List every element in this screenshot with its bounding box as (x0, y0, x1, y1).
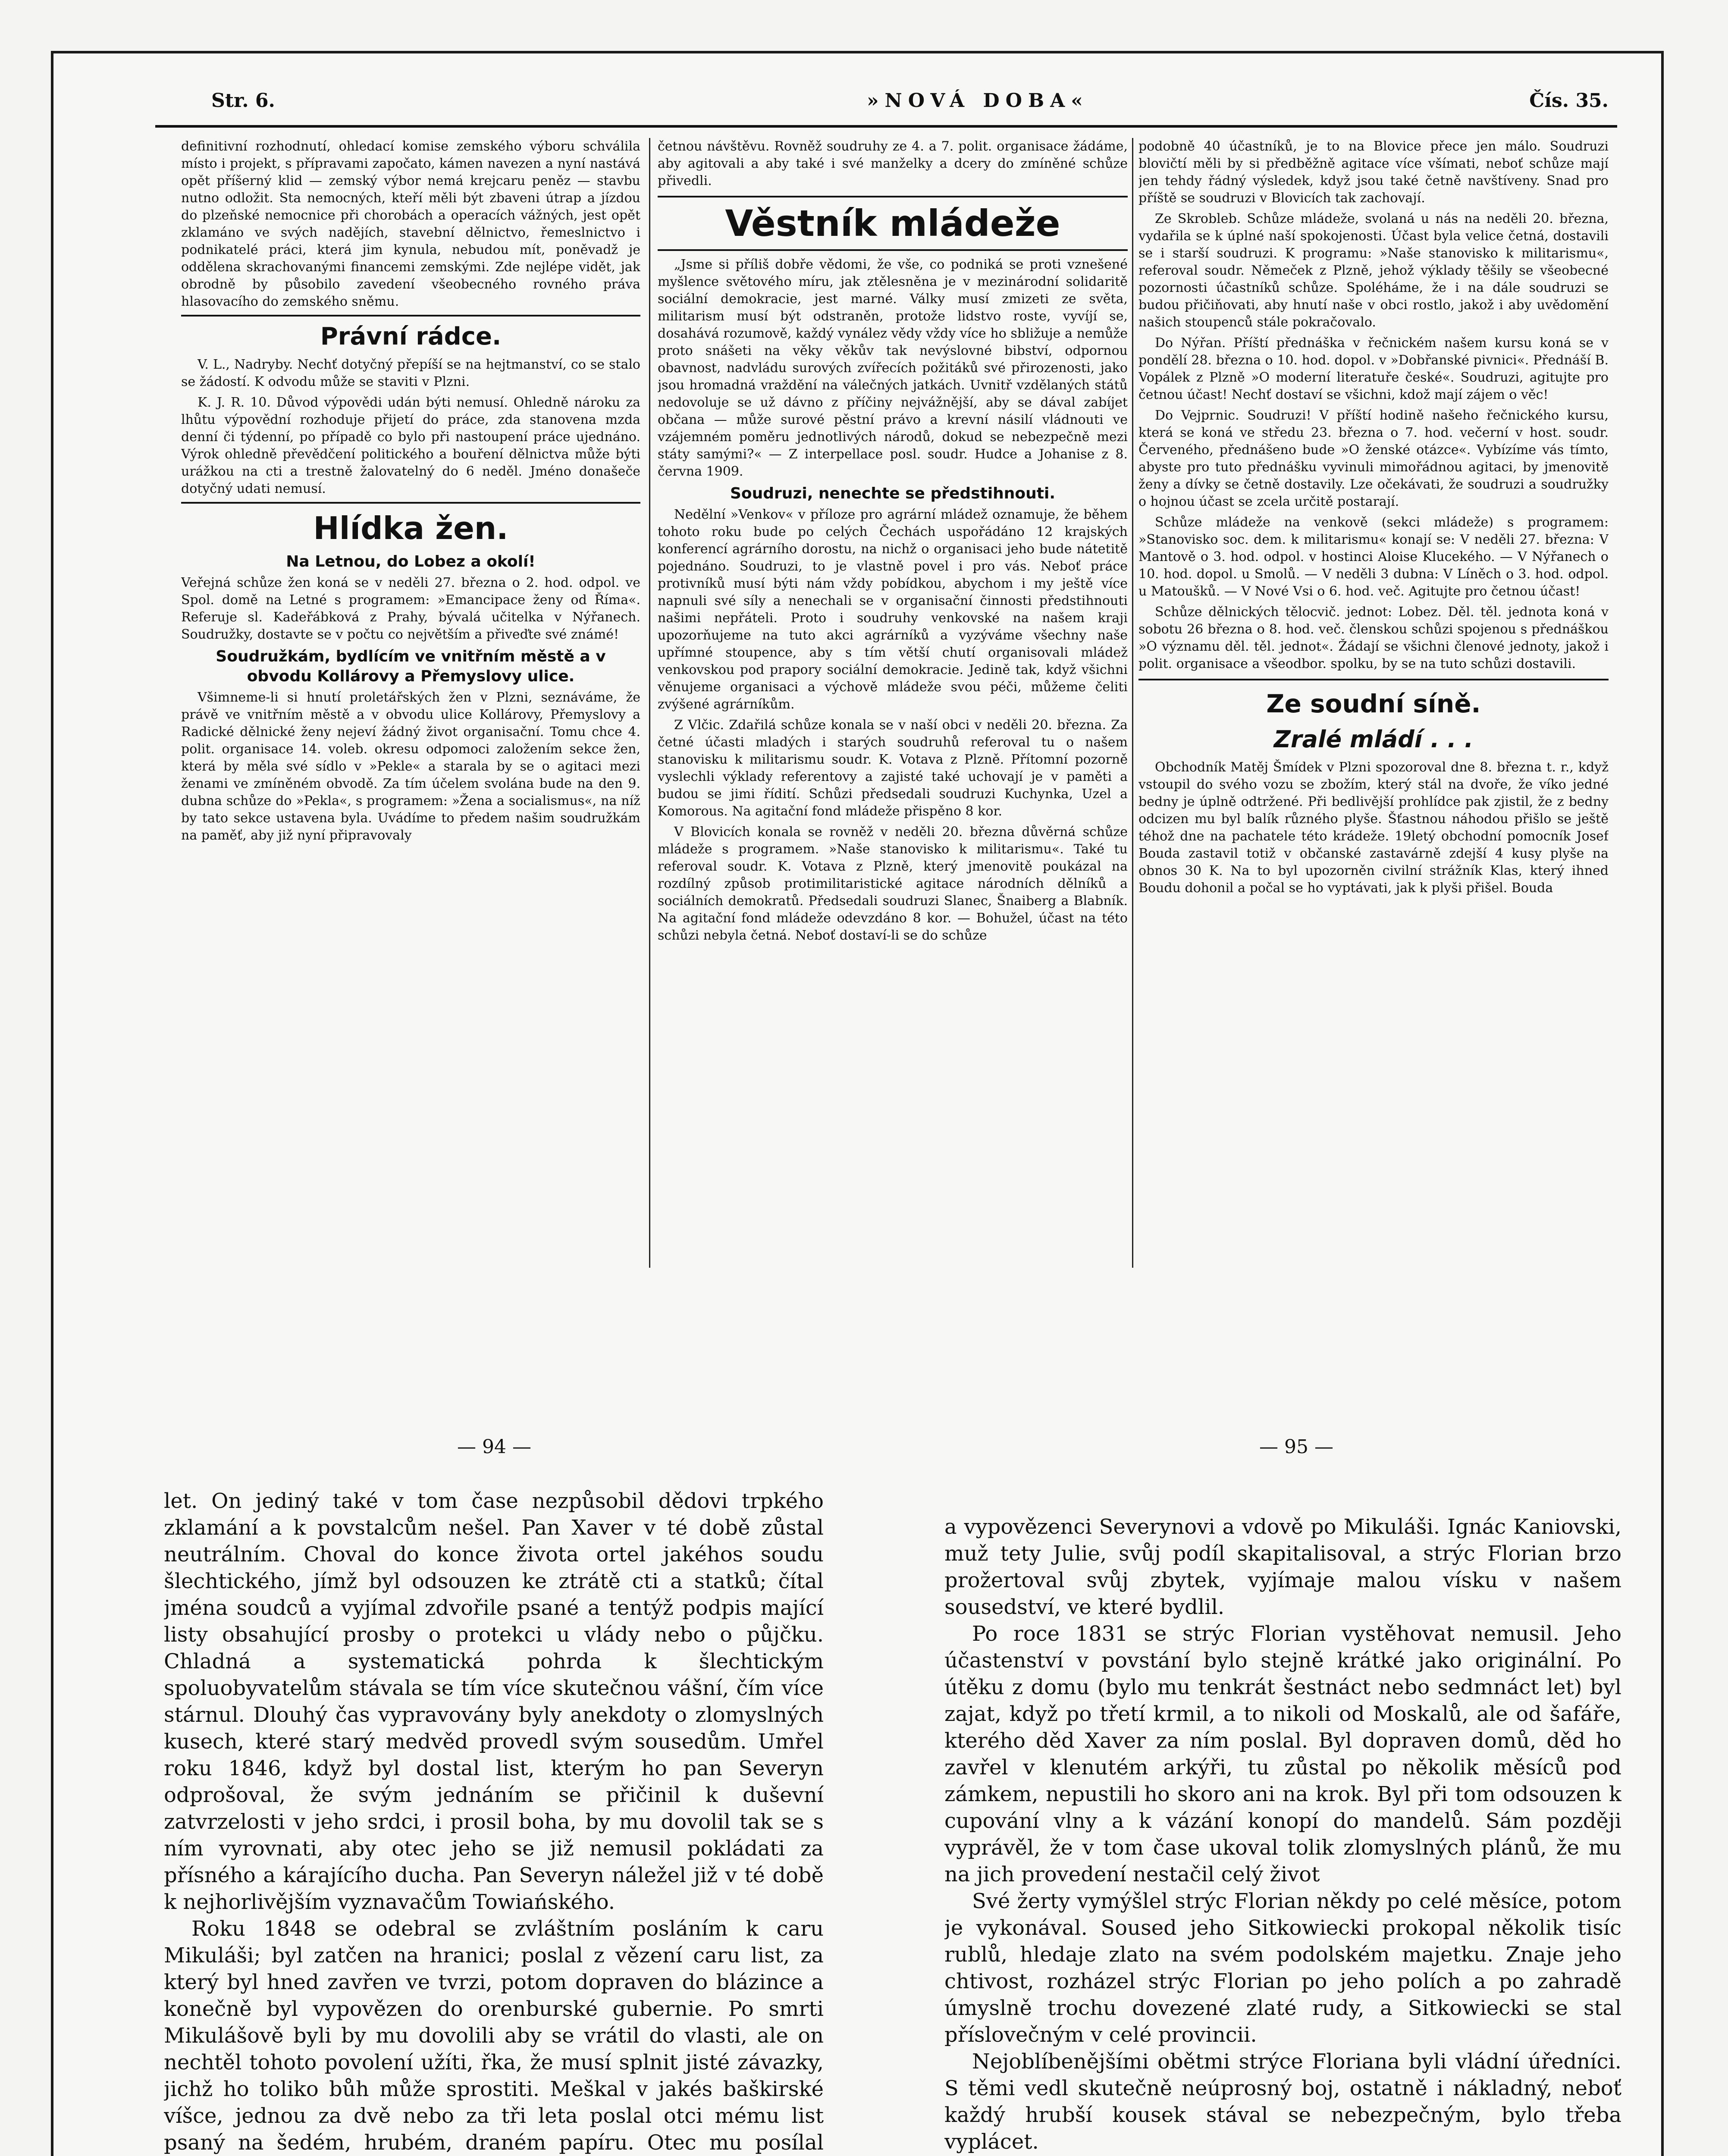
article-text: Všimneme-li si hnutí proletářských žen v Plzni, seznáváme, že právě ve vnitřním městě a v obvodu ulice Kollárovy, Přemyslovy a Radické dělnické ženy nejeví žádný život organisační. Tomu chce 4. polit. organisace 14. voleb. okresu odpomoci založením sekce žen, která by měla své sídlo v »Pekle« a starala by se o agitaci mezi ženami ve zmíněném obvodě. Za tím účelem svolána bude na den 9. dubna schůze do »Pekla«, s programem: »Žena a socialismus«, na níž by tato sekce ustavena byla. Uvádíme to předem našim soudružkám na paměť, aby již nyní připravovaly (181, 690, 640, 843)
novel-paragraph: a vypovězenci Severynovi a vdově po Mikuláši. Ignác Kaniovski, muž tety Julie, svůj podíl skapitalisoval, a strýc Florian brzo prožertoval svůj zbytek, vyjímaje malou vísku v našem sousedství, ve které bydlil. (944, 1515, 1621, 1619)
section-heading-vestnik-mladeze: Věstník mládeže (658, 196, 1128, 251)
article-text: V Blovicích konala se rovněž v neděli 20. března důvěrná schůze mládeže s programem. »Naše stanovisko k militarismu«. Také tu referoval soudr. K. Votava z Plzně, který jmenovitě poukázal na rozdílný způsob protimilitaristické agitace národních dělníků a sociálních demokratů. Předsedali soudruzi Slanec, Šnaiberg a Blabník. Na agitační fond mládeže odevzdáno 8 kor. — Bohužel, účast na této schůzi nebyla četná. Neboť dostaví-li se do schůze (658, 824, 1128, 943)
column-divider (649, 138, 650, 1268)
column-3 (1138, 138, 1609, 1268)
novel-page-left (164, 1488, 824, 2156)
section-rule (181, 315, 640, 317)
issue-number: Čís. 35. (1529, 90, 1609, 112)
article-subheading: Soudruzi, nenechte se předstihnouti. (730, 485, 1056, 502)
novel-paragraph: Nejoblíbenějšími obětmi strýce Floriana byli vládní úředníci. S těmi vedl skutečně neúprosný boj, ostatně i nákladný, neboť každý hrubší kousek stával se nebezpečným, bylo třeba vyplácet. (944, 2049, 1621, 2154)
article-text: Schůze dělnických tělocvič. jednot: Lobez. Děl. těl. jednota koná v sobotu 26 března o 8. hod. več. členskou schůzi spojenou s přednáškou »O významu děl. těl. jednot«. Žádají se všichni členové jednoty, jakož i polit. organisace a všeodbor. spolku, by se na tuto schůzi dostavili. (1138, 605, 1609, 671)
article-text: podobně 40 účastníků, je to na Blovice přece jen málo. Soudruzi blovičtí měli by si předběžně agitace více všímati, neboť schůze mají jen tehdy řádný výsledek, když jsou také četně navštíveny. Snad pro příště se soudruzi v Blovicích tak zachovají. (1138, 139, 1609, 206)
novel-paragraph: Své žerty vymýšlel strýc Florian někdy po celé měsíce, potom je vykonával. Soused jeho Sitkowiecki prokopal několik tisíc rublů, hledaje zlato na svém podolském majetku. Znaje jeho chtivost, rozházel strýc Florian po jeho polích a po zahradě úmyslně trochu dovezené zlaté rudy, a Sitkowiecki se stal příslovečným v celé provincii. (944, 1889, 1621, 2047)
article-text: Veřejná schůze žen koná se v neděli 27. března o 2. hod. odpol. ve Spol. domě na Letné s programem: »Emancipace ženy od Říma«. Referuje sl. Kadeřábková z Prahy, bývalá učitelka v Nýřanech. Soudružky, dostavte se v počtu co největším a přiveďte své známé! (181, 575, 640, 642)
page-number-right: — 95 — (1259, 1436, 1333, 1458)
article-subheading: Soudružkám, bydlícím ve vnitřním městě a v obvodu Kollárovy a Přemyslovy ulice. (216, 648, 606, 685)
column-2 (658, 138, 1128, 1268)
section-rule (181, 502, 640, 504)
page-label: Str. 6. (211, 90, 275, 112)
page-number-left: — 94 — (457, 1436, 531, 1458)
article-text: Do Vejprnic. Soudruzi! V příští hodině našeho řečnického kursu, která se koná ve středu 23. března o 7. hod. večerní v host. soudr. Červeného, přednášeno bude »O ženské otázce«. Vybízíme vás tímto, abyste pro tuto přednášku vyvinuli mimořádnou agitaci, by jmenovitě ženy a dívky se četně dostavily. Lze očekávati, že soudruzi a soudružky o hojnou účast se zcela určitě postarají. (1138, 408, 1609, 509)
article-heading-zrale-mladi: Zralé mládí . . . (1273, 726, 1474, 753)
section-heading-ze-soudni-sine: Ze soudní síně. (1138, 679, 1609, 719)
novel-paragraph: Po roce 1831 se strýc Florian vystěhovat nemusil. Jeho účastenství v povstání bylo stejně krátké jako originální. Po útěku z domu (bylo mu tenkrát šestnáct nebo sedmnáct let) byl zajat, když po třetí krmil, a to nikoli od Moskalů, ale od šafáře, kterého děd Xaver za ním poslal. Byl dopraven domů, děd ho zavřel v klenutém arkýři, tu zůstal po několik měsíců pod zámkem, nepustili ho skoro ani na krok. Byl při tom odsouzen k cupování vlny a k vázání konopí do mandelů. Sám později vyprávěl, že v tom čase ukoval tolik zlomyslných plánů, že mu na jich provedení nestačil celý život (944, 1622, 1621, 1887)
article-text: Z Vlčic. Zdařilá schůze konala se v naší obci v neděli 20. března. Za četné účasti mladých i starých soudruhů referoval tu o našem stanovisku k militarismu soudr. K. Votava z Plzně. Přítomní pozorně vyslechli výklady referentovy a zajisté také uchovají je v paměti a budou se jimi řídití. Schůzi předsedali soudruzi Kuchynka, Uzel a Komorous. Na agitační fond mládeže přispěno 8 kor. (658, 718, 1128, 819)
column-1 (181, 138, 640, 1268)
novel-paragraph: let. On jediný také v tom čase nezpůsobil dědovi trpkého zklamání a k povstalcům nešel. Pan Xaver v té době zůstal neutrálním. Choval do konce života ortel jakéhos soudu šlechtického, jímž byl odsouzen ke ztrátě cti a statků; čítal jména soudců a vyjímal zdvořile psané a tentýž podpis mající listy obsahující prosby o protekci u vlády nebo o půjčku. Chladná a systematická pohrda k šlechtickým spoluobyvatelům stávala se tím více skutečnou vášní, čím více stárnul. Dlouhý čas vypravovány byly anekdoty o zlomyslných kusech, které starý medvěd provedl svým sousedům. Umřel roku 1846, když byl dostal list, kterým ho pan Severyn odprošoval, že svým jednáním se přičinil k duševní zatvrzelosti v jeho srdci, i prosil boha, by mu dovolil tak se s ním vyrovnati, aby otec jeho se již nemusil pokládati za přísného a kárajícího ducha. Pan Severyn náležel již v té době k nejhorlivějším vyznavačům Towiańského. (164, 1489, 824, 1914)
section-heading-pravni-radce: Právní rádce. (320, 323, 502, 351)
article-text: Do Nýřan. Příští přednáška v řečnickém našem kursu koná se v pondělí 28. března o 10. hod. dopol. v »Dobřanské pivnici«. Přednáší B. Vopálek z Plzně »O moderní literatuře české«. Soudruzi, agitujte pro četnou účast! Nechť dostaví se všichni, kdož mají zájem o věc! (1138, 335, 1609, 402)
article-text: Schůze mládeže na venkově (sekci mládeže) s programem: »Stanovisko soc. dem. k militarismu« konají se: V neděli 27. března: V Mantově o 3. hod. odpol. v hostinci Aloise Klucekého. — V Nýřanech o 10. hod. dopol. u Smolů. — V neděli 3 dubna: V Líněch o 3. hod. odpol. u Matoušků. — V Nové Vsi o 6. hod. več. Agitujte pro četnou účast! (1138, 515, 1609, 599)
article-text: definitivní rozhodnutí, ohledací komise zemského výboru schválila místo i projekt, s přípravami započato, kámen navezen a nyní nastává opět příšerný klid — zemský výbor nemá krejcaru peněz — stavbu nutno odložit. Sta nemocných, kteří měli být zbaveni útrap a jízdou do plzeňské nemocnice při chorobách a operacích vážných, jest opět zklamáno ve svých nadějích, stavební dělnictvo, řemeslnictvo i podnikatelé práci, která jim kynula, nebudou mít, poněvadž je oddělena skrachovanými financemi zemskými. Zde nejlépe vidět, jak obrodně by působilo zavedení všeobecného rovného práva hlasovacího do zemského sněmu. (181, 139, 640, 309)
article-subheading: Na Letnou, do Lobez a okolí! (286, 553, 536, 570)
newspaper-title: »NOVÁ DOBA« (867, 90, 1089, 112)
article-text: „Jsme si příliš dobře vědomi, že vše, co podniká se proti vznešené myšlence světového míru, jak ztělesněna je v mezinárodní solidaritě sociální demokracie, jest marné. Války musí zmizeti ze světa, militarism musí být odstraněn, protože lidstvo roste, vyvíjí se, dosahává rozumově, každý vynález vědy vždy více ho sbližuje a nemůže proto snášeti na věky věkův tak nevýslovné bibství, odpornou obavnost, nadvládu surových zvířecích požitáků své přirozenosti, jako jsou hromadná vraždění na válečných jatkách. Uvnitř vzdělaných států nedovoluje se už dávno z příčiny nejvážnější, aby se dával zabíjet občana — může surové pěstní právo a krevní násilí vládnouti ve vzájemném poměru jednotlivých národů, dokud se nebezpečně mezi státy samými?« — Z interpellace posl. soudr. Hudce a Johanise z 8. června 1909. (658, 257, 1128, 479)
article-text: V. L., Nadryby. Nechť dotyčný přepíší se na hejtmanství, co se stalo se žádostí. K odvodu může se staviti v Plzni. (181, 357, 640, 389)
novel-page-right (944, 1514, 1621, 2156)
article-text: Obchodník Matěj Šmídek v Plzni spozoroval dne 8. března t. r., když vstoupil do svého vozu se zbožím, který stál na dvoře, že víko jedné bedny je úplně odtržené. Při bedlivější prohlídce pak zjistil, že z bedny odcizen mu byl balík různého plyše. Šťastnou náhodou přišlo se ještě téhož dne na pachatele této krádeže. 19letý obchodní pomocník Josef Bouda zastavil totiž v občanské zastavárně zdejší 4 kusy plyše na obnos 30 K. Na to byl upozorněn civilní strážník Klas, který ihned Boudu dohonil a počal se ho vyptávati, jak k plyši přišel. Bouda (1138, 760, 1609, 896)
newspaper-header (155, 86, 1617, 128)
column-divider (1132, 138, 1133, 1268)
article-text: K. J. R. 10. Důvod výpovědi udán býti nemusí. Ohledně nároku za lhůtu výpovědní rozhoduje přijetí do práce, zda stanovena mzda denní či týdenní, po případě co bylo při nastoupení práce ujednáno. Výrok ohledně převědčení politického a bouření dělnictva může býti urážkou na cti a trestně žalovatelný do 6 neděl. Jméno donašeče dotyčný udati nemusí. (181, 395, 640, 496)
article-text: četnou návštěvu. Rovněž soudruhy ze 4. a 7. polit. organisace žádáme, aby agitovali a aby také i své manželky a dcery do zmíněné schůze přivedli. (658, 139, 1128, 188)
article-text: Nedělní »Venkov« v příloze pro agrární mládež oznamuje, že během tohoto roku bude po celých Čechách uspořádáno 12 krajských konferencí agrárního dorostu, na nichž o organisaci jeho bude nátetitě pojednáno. Soudruzi, to je vlastně povel i pro vás. Neboť práce protivníků musí býti nám vždy pobídkou, abychom i my ještě více napnuli své síly a nenechali se v organisační činnosti předstihnouti našimi nepřáteli. Proto i soudruhy venkovské na našem kraji upozorňujeme na tuto akci agrárníků a vyzýváme všechny naše upřímné stoupence, aby s tím větší chutí organisovali mládež venkovskou pod prapory sociální demokracie. Jedině tak, když všichni věnujeme organisaci a výchově mládeže svou péči, můžeme čeliti zvýšené agrárníkům. (658, 507, 1128, 712)
section-heading-hlidka-zen: Hlídka žen. (313, 510, 508, 546)
article-text: Ze Skrobleb. Schůze mládeže, svolaná u nás na neděli 20. března, vydařila se k úplné naší spokojenosti. Účast byla velice četná, dostavili se i starší soudruzi. K programu: »Naše stanovisko k militarismu«, referoval soudr. Němeček z Plzně, jehož výklady těšily se všeobecné pozornosti účastníků schůze. Spoléháme, že i na dále soudruzi se budou přičiňovati, aby hnutí naše v obci rostlo, jakož i aby uvědomění našich stoupenců stále pokračovalo. (1138, 211, 1609, 330)
novel-paragraph: Roku 1848 se odebral se zvláštním posláním k caru Mikuláši; byl zatčen na hranici; poslal z vězení caru list, za který byl hned zavřen ve tvrzi, potom dopraven do blázince a konečně byl vypovězen do orenburské gubernie. Po smrti Mikulášově byli by mu dovolili aby se vrátil do vlasti, ale on nechtěl tohoto povolení užíti, řka, že musí splnit jisté závazky, jichž ho toliko bůh může sprostiti. Meškal v jakés baškirské víšce, jednou za dvě nebo za tři leta poslal otci mému list psaný na šedém, hrubém, draném papíru. Otec mu posílal (164, 1917, 824, 2155)
